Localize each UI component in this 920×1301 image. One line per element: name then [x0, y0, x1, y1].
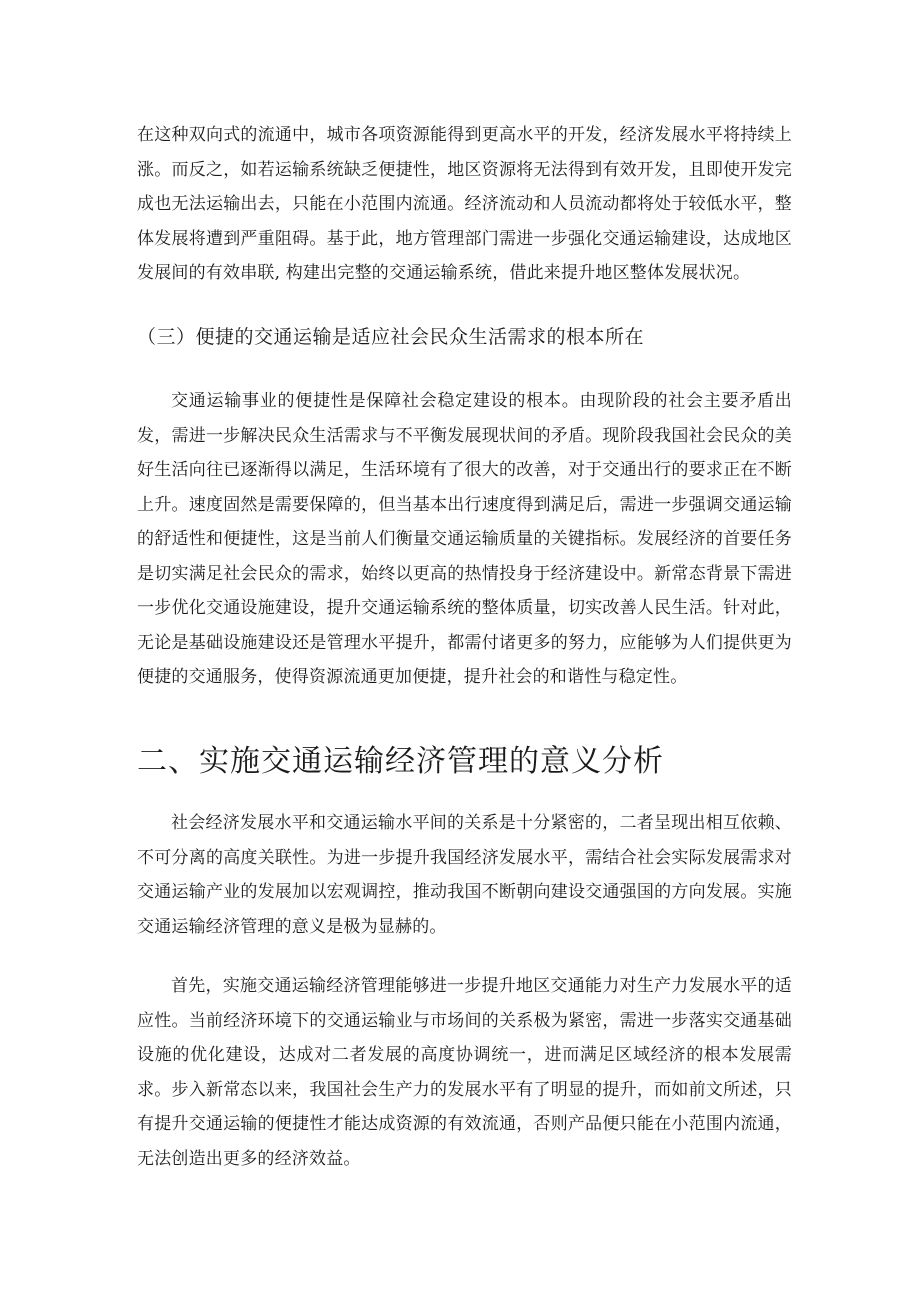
- paragraph-firstly: 首先，实施交通运输经济管理能够进一步提升地区交通能力对生产力发展水平的适应性。当前经济环境下的交通运输业与市场间的关系极为紧密，需进一步落实交通基础设施的优化建设，达成对二者发展的高度协调统一，进而满足区域经济的根本发展需求。步入新常态以来，我国社会生产力的发展水平有了明显的提升，而如前文所述，只有提升交通运输的便捷性才能达成资源的有效流通，否则产品便只能在小范围内流通，无法创造出更多的经济效益。: [137, 976, 792, 1169]
- paragraph-two-way-circulation: 在这种双向式的流通中，城市各项资源能得到更高水平的开发，经济发展水平将持续上涨。而反之，如若运输系统缺乏便捷性，地区资源将无法得到有效开发，且即使开发完成也无法运输出去，只能在小范围内流通。经济流动和人员流动都将处于较低水平，整体发展将遭到严重阻碍。基于此，地方管理部门需进一步强化交通运输建设，达成地区发展间的有效串联, 构建出完整的交通运输系统，借此来提升地区整体发展状况。: [137, 125, 792, 283]
- section-heading-2: 二、实施交通运输经济管理的意义分析: [137, 744, 664, 779]
- paragraph-convenience: 交通运输事业的便捷性是保障社会稳定建设的根本。由现阶段的社会主要矛盾出发，需进一步解决民众生活需求与不平衡发展现状间的矛盾。现阶段我国社会民众的美好生活向往已逐渐得以满足，生活环境有了很大的改善，对于交通出行的要求正在不断上升。速度固然是需要保障的，但当基本出行速度得到满足后，需进一步强调交通运输的舒适性和便捷性，这是当前人们衡量交通运输质量的关键指标。发展经济的首要任务是切实满足社会民众的需求，始终以更高的热情投身于经济建设中。新常态背景下需进一步优化交通设施建设，提升交通运输系统的整体质量，切实改善人民生活。针对此，无论是基础设施建设还是管理水平提升，都需付诸更多的努力，应能够为人们提供更为便捷的交通服务，使得资源流通更加便捷，提升社会的和谐性与稳定性。: [137, 391, 792, 687]
- section-subheading-3: （三）便捷的交通运输是适应社会民众生活需求的根本所在: [137, 326, 645, 348]
- paragraph-relationship: 社会经济发展水平和交通运输水平间的关系是十分紧密的，二者呈现出相互依赖、不可分离的高度关联性。为进一步提升我国经济发展水平，需结合社会实际发展需求对交通运输产业的发展加以宏观调控，推动我国不断朝向建设交通强国的方向发展。实施交通运输经济管理的意义是极为显赫的。: [137, 813, 792, 937]
